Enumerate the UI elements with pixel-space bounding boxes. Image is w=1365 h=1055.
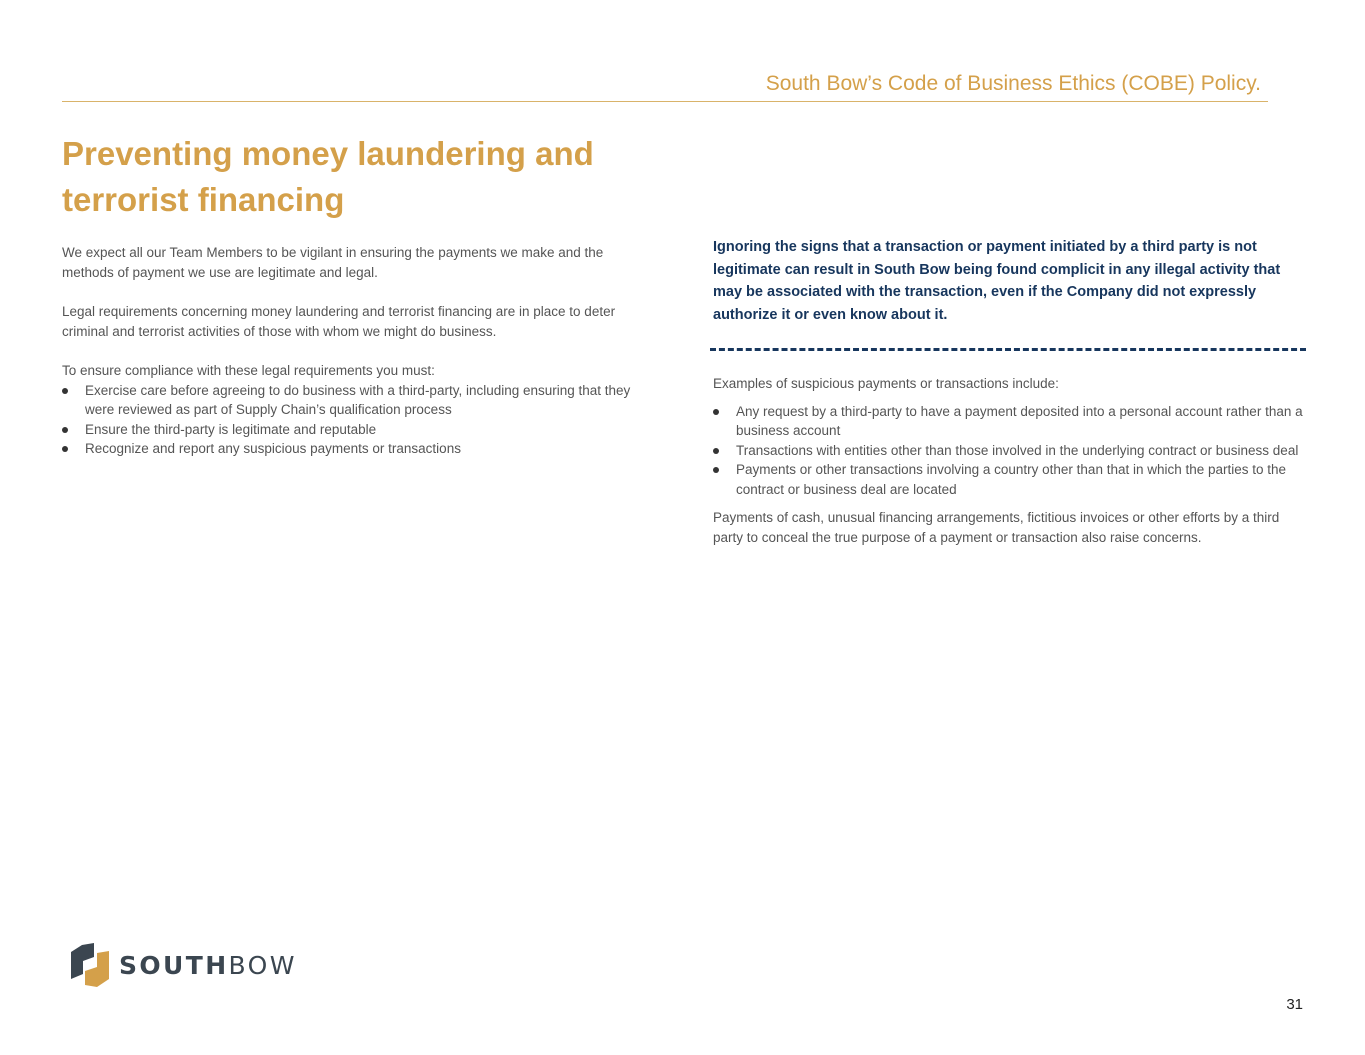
list-item-text: Ensure the third-party is legitimate and reputable <box>85 421 377 437</box>
closing-paragraph: Payments of cash, unusual financing arrangements, fictitious invoices or other efforts by a third party to conceal the true purpose of a payment or transaction also raise concerns. <box>713 510 1280 545</box>
list-item-text: Any request by a third-party to have a payment deposited into a personal account rather than a business account <box>736 403 1303 438</box>
bullet-icon <box>62 446 68 452</box>
document-header-title: South Bow’s Code of Business Ethics (COBE) Policy. <box>765 72 1261 95</box>
list-item-text: Transactions with entities other than those involved in the underlying contract or business deal <box>736 442 1299 458</box>
compliance-list <box>62 381 657 459</box>
bullet-icon <box>713 467 719 473</box>
logo-wordmark-bow: BOW <box>228 950 297 980</box>
list-item <box>713 460 1308 499</box>
right-column <box>713 374 1308 547</box>
examples-intro: Examples of suspicious payments or transactions include: <box>713 376 1059 391</box>
logo-wordmark <box>119 951 297 980</box>
list-item-text: Exercise care before agreeing to do business with a third-party, including ensuring that they were reviewed as part of Supply Chain’s qualification process <box>85 382 631 417</box>
page-number: 31 <box>1286 996 1303 1013</box>
header-divider <box>62 101 1268 102</box>
left-column <box>62 243 657 459</box>
company-logo <box>70 943 297 987</box>
list-item-text: Payments or other transactions involving a country other than that in which the parties to the contract or business deal are located <box>736 462 1287 497</box>
list-item <box>62 420 657 440</box>
compliance-paragraph: To ensure compliance with these legal requirements you must: <box>62 363 435 378</box>
list-item <box>62 381 657 420</box>
bullet-icon <box>62 427 68 433</box>
list-item <box>62 439 657 459</box>
page-heading-line-2: terrorist financing <box>62 181 345 218</box>
bullet-icon <box>713 409 719 415</box>
legal-requirements-paragraph: Legal requirements concerning money laundering and terrorist financing are in place to deter criminal and terrorist activities of those with whom we might do business. <box>62 304 616 339</box>
southbow-logo-icon <box>70 943 110 987</box>
callout-dashed-divider <box>710 348 1306 351</box>
list-item <box>713 441 1308 461</box>
examples-list <box>713 402 1308 500</box>
list-item <box>713 402 1308 441</box>
callout-text: Ignoring the signs that a transaction or payment initiated by a third party is not legitimate can result in South Bow being found complicit in any illegal activity that may be associated with the transaction, even if the Company did not expressly authorize it or even know about it. <box>713 239 1281 324</box>
list-item-text: Recognize and report any suspicious payments or transactions <box>85 441 461 456</box>
bullet-icon <box>62 388 68 394</box>
page-heading-line-1: Preventing money laundering and <box>62 135 594 172</box>
page-heading <box>62 131 702 223</box>
intro-paragraph: We expect all our Team Members to be vigilant in ensuring the payments we make and the methods of payment we use are legitimate and legal. <box>62 245 604 280</box>
bullet-icon <box>713 448 719 454</box>
logo-wordmark-south: SOUTH <box>119 950 229 980</box>
